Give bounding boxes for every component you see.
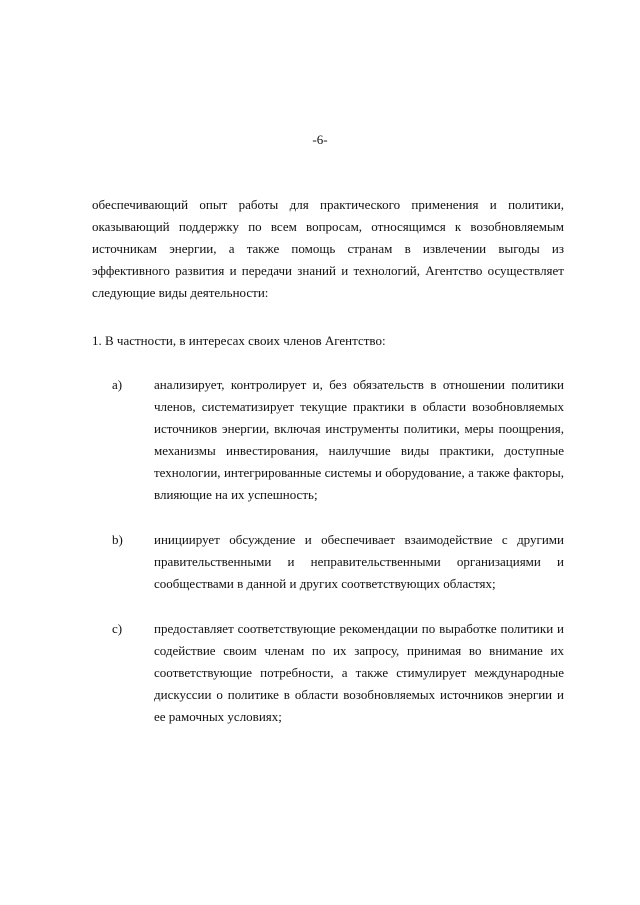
page-number: -6- (312, 132, 328, 147)
list-text-c: предоставляет соответствующие рекомендации по выработке политики и содействие своим членам по их запросу, принимая во внимание их соответствующие потребности, а также стимулирует международные дискуссии о политике в области возобновляемых источников энергии и ее рамочных условиях; (154, 621, 564, 724)
point-1-heading: 1. В частности, в интересах своих членов Агентство: (92, 333, 386, 348)
list-item-a (112, 374, 564, 506)
list-marker-c: с) (112, 621, 123, 636)
list-marker-b: b) (112, 532, 123, 547)
list-text-b: инициирует обсуждение и обеспечивает взаимодействие с другими правительственными и неправительственными организациями и сообществами в данной и других соответствующих областях; (154, 532, 564, 591)
list-item-b (112, 529, 564, 595)
list-item-c (112, 618, 564, 728)
list-marker-a: а) (112, 377, 123, 392)
list-text-a: анализирует, контролирует и, без обязательств в отношении политики членов, систематизирует текущие практики в области возобновляемых источников энергии, включая инструменты политики, меры поощрения, механизмы инвестирования, наилучшие виды практики, доступные технологии, интегрированные системы и оборудование, а также факторы, влияющие на их успешность; (154, 377, 564, 502)
intro-paragraph: обеспечивающий опыт работы для практического применения и политики, оказывающий поддержку по всем вопросам, относящимся к возобновляемым источникам энергии, а также помощь странам в извлечении выгоды из эффективного развития и передачи знаний и технологий, Агентство осуществляет следующие виды деятельности: (92, 197, 564, 300)
